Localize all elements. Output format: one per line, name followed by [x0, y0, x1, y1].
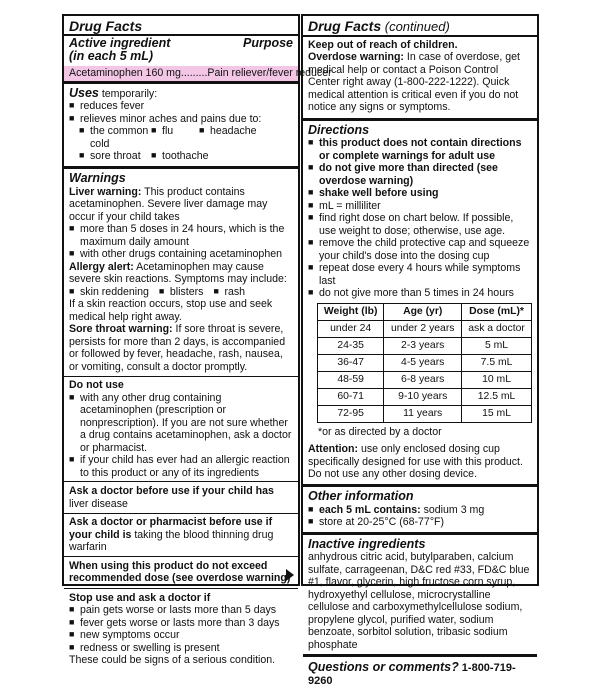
ask-pharmacist-text: taking the blood thinning drug warfarin [69, 528, 274, 554]
direction-item: ■ shake well before using [308, 187, 532, 200]
dosing-table [317, 303, 532, 423]
inactive-ingredients-heading: Inactive ingredients [308, 536, 426, 551]
stop-use-section [64, 588, 298, 667]
attention-text: use only enclosed dosing cup specifically designed for use with this product. Do not use any other dosing device. [308, 443, 523, 481]
inactive-ingredients-section [303, 532, 537, 655]
table-header: Weight (lb) [318, 303, 384, 320]
ingredient-row [64, 66, 332, 81]
questions-heading: Questions or comments? [308, 660, 459, 675]
questions-phone: 1-800-719-9260 [308, 662, 516, 688]
allergy-symptom: ■ rash [213, 286, 245, 299]
pain-item: ■ flu [151, 125, 199, 150]
table-cell: 15 mL [462, 405, 532, 422]
do-not-use-item: ■ with any other drug containing acetaminophen (prescription or nonprescription). If you are not sure whether a drug contains acetaminophen, ask a doctor or pharmacist. [69, 392, 293, 455]
ask-doctor-section [64, 481, 298, 513]
table-cell: 72-95 [318, 405, 384, 422]
header-section [64, 16, 298, 34]
table-footnote: *or as directed by a doctor [318, 425, 442, 438]
purpose-heading: Purpose [242, 35, 293, 50]
direction-item: ■ mL = milliliter [308, 200, 532, 213]
pain-item: ■ toothache [151, 150, 293, 163]
other-info-item: ■ store at 20-25°C (68-77°F) [308, 516, 532, 529]
direction-item: ■ find right dose on chart below. If possible, use weight to dose; otherwise, use age. [308, 212, 532, 237]
direction-item: ■ do not give more than 5 times in 24 hours [308, 287, 532, 300]
overdose-label: Overdose warning: [308, 51, 404, 63]
table-header-row [318, 303, 532, 320]
attention-label: Attention: [308, 443, 359, 456]
when-using-text: When using this product do not exceed recommended dose (see overdose warning) [69, 559, 291, 585]
directions-heading: Directions [308, 122, 370, 137]
panel-title-continued: (continued) [381, 19, 450, 34]
uses-pain-grid [69, 125, 293, 163]
ask-doctor-label: Ask a doctor before use if your child has [69, 485, 274, 498]
questions-section [303, 654, 537, 688]
table-cell: 48-59 [318, 371, 384, 388]
uses-item: ■ relieves minor aches and pains due to: [69, 113, 293, 126]
ask-pharmacist-label: Ask a doctor or pharmacist before use if your child is [69, 516, 273, 541]
table-cell: 12.5 mL [462, 388, 532, 405]
directions-section [303, 118, 537, 484]
uses-intro: temporarily: [98, 87, 158, 100]
ingredient-purpose: Pain reliever/fever reducer [207, 67, 332, 80]
table-header: Age (yr) [384, 303, 462, 320]
drug-facts-panel-left [62, 14, 332, 667]
stop-use-item: ■ pain gets worse or lasts more than 5 days [69, 604, 293, 617]
liver-warning-label: Liver warning: [69, 185, 142, 198]
active-ingredient-section [64, 34, 332, 81]
table-cell: 5 mL [462, 337, 532, 354]
when-using-section [64, 556, 298, 588]
table-row [318, 371, 532, 388]
table-cell: 11 years [384, 405, 462, 422]
table-cell: 9-10 years [384, 388, 462, 405]
pain-item: ■ headache [199, 125, 293, 150]
table-row [318, 388, 532, 405]
allergy-alert-label: Allergy alert: [69, 260, 134, 273]
direction-item: ■ remove the child protective cap and squeeze your child's dose into the dosing cup [308, 237, 532, 262]
allergy-alert-text: Acetaminophen may cause severe skin reactions. Symptoms may include: [69, 260, 287, 286]
liver-warning-item: ■ more than 5 doses in 24 hours, which is the maximum daily amount [69, 223, 293, 248]
table-row [318, 405, 532, 422]
allergy-symptoms [69, 286, 293, 299]
active-ingredient-subheading: (in each 5 mL) [69, 49, 154, 64]
table-cell: 60-71 [318, 388, 384, 405]
do-not-use-item: ■ if your child has ever had an allergic reaction to this product or any of its ingredients [69, 454, 293, 479]
table-cell: 7.5 mL [462, 354, 532, 371]
pain-item: ■ sore throat [79, 150, 151, 163]
header-section [303, 16, 537, 35]
stop-use-end: These could be signs of a serious condition. [69, 654, 276, 667]
table-cell: under 2 years [384, 320, 462, 337]
table-row [318, 320, 532, 337]
direction-item: ■ this product does not contain directions or complete warnings for adult use [308, 137, 532, 162]
stop-use-item: ■ new symptoms occur [69, 629, 293, 642]
drug-facts-panel-right [301, 14, 539, 688]
table-cell: 2-3 years [384, 337, 462, 354]
keep-out-section [303, 35, 537, 118]
table-row [318, 337, 532, 354]
do-not-use-heading: Do not use [69, 379, 124, 392]
allergy-symptom: ■ skin reddening [69, 286, 149, 299]
uses-section [64, 81, 298, 166]
pain-item: ■ the common cold [79, 125, 151, 150]
warnings-section [64, 166, 298, 376]
uses-heading: Uses [69, 85, 99, 100]
table-cell: 4-5 years [384, 354, 462, 371]
stop-use-heading: Stop use and ask a doctor if [69, 591, 211, 604]
direction-item: ■ do not give more than directed (see overdose warning) [308, 162, 532, 187]
table-row [318, 354, 532, 371]
allergy-end-text: If a skin reaction occurs, stop use and seek medical help right away. [69, 298, 273, 323]
uses-item: ■ reduces fever [69, 100, 293, 113]
ask-doctor-text: liver disease [69, 497, 128, 510]
stop-use-item: ■ redness or swelling is present [69, 642, 293, 655]
table-cell: ask a doctor [462, 320, 532, 337]
inactive-ingredients-text: anhydrous citric acid, butylparaben, calcium sulfate, carrageenan, D&C red #33, FD&C blue #1, flavor, glycerin, high fructose corn syrup, hydroxyethyl cellulose, microcrystalline cellulose and carboxymethylcellulose sodium, propylene glycol, purified water, sodium benzoate, sorbitol solution, tribasic sodium phosphate [308, 551, 530, 651]
sore-throat-text: If sore throat is severe, persists for more than 2 days, is accompanied or followed by fever, headache, rash, nausea, or vomiting, consult a doctor promptly. [69, 323, 286, 373]
stop-use-item: ■ fever gets worse or lasts more than 3 days [69, 617, 293, 630]
table-cell: 10 mL [462, 371, 532, 388]
table-cell: 6-8 years [384, 371, 462, 388]
do-not-use-section [64, 376, 298, 481]
table-cell: under 24 [318, 320, 384, 337]
panel-title: Drug Facts [69, 18, 143, 34]
ask-pharmacist-section [64, 513, 298, 556]
overdose-text: In case of overdose, get medical help or contact a Poison Control Center right away (1-800-222-1222). Quick medical attention is critical even if you do not notice any signs or symptoms. [308, 51, 520, 113]
liver-warning-item: ■ with other drugs containing acetaminophen [69, 248, 293, 261]
other-information-heading: Other information [308, 488, 414, 503]
ingredient-name: Acetaminophen 160 mg......... [69, 67, 208, 80]
keep-out-text: Keep out of reach of children. [308, 38, 458, 51]
other-info-label: each 5 mL contains: [319, 503, 421, 516]
continue-arrow-icon [286, 569, 294, 581]
table-cell: 36-47 [318, 354, 384, 371]
liver-warning-text: This product contains acetaminophen. Severe liver damage may occur if your child takes [69, 185, 268, 223]
allergy-symptom: ■ blisters [159, 286, 204, 299]
warnings-heading: Warnings [69, 170, 126, 185]
table-header: Dose (mL)* [462, 303, 532, 320]
other-information-section [303, 484, 537, 532]
sore-throat-label: Sore throat warning: [69, 323, 173, 336]
other-info-text: sodium 3 mg [420, 503, 485, 516]
direction-item: ■ repeat dose every 4 hours while symptoms last [308, 262, 532, 287]
table-cell: 24-35 [318, 337, 384, 354]
active-ingredient-heading: Active ingredient [69, 35, 171, 50]
panel-title: Drug Facts [308, 18, 382, 34]
